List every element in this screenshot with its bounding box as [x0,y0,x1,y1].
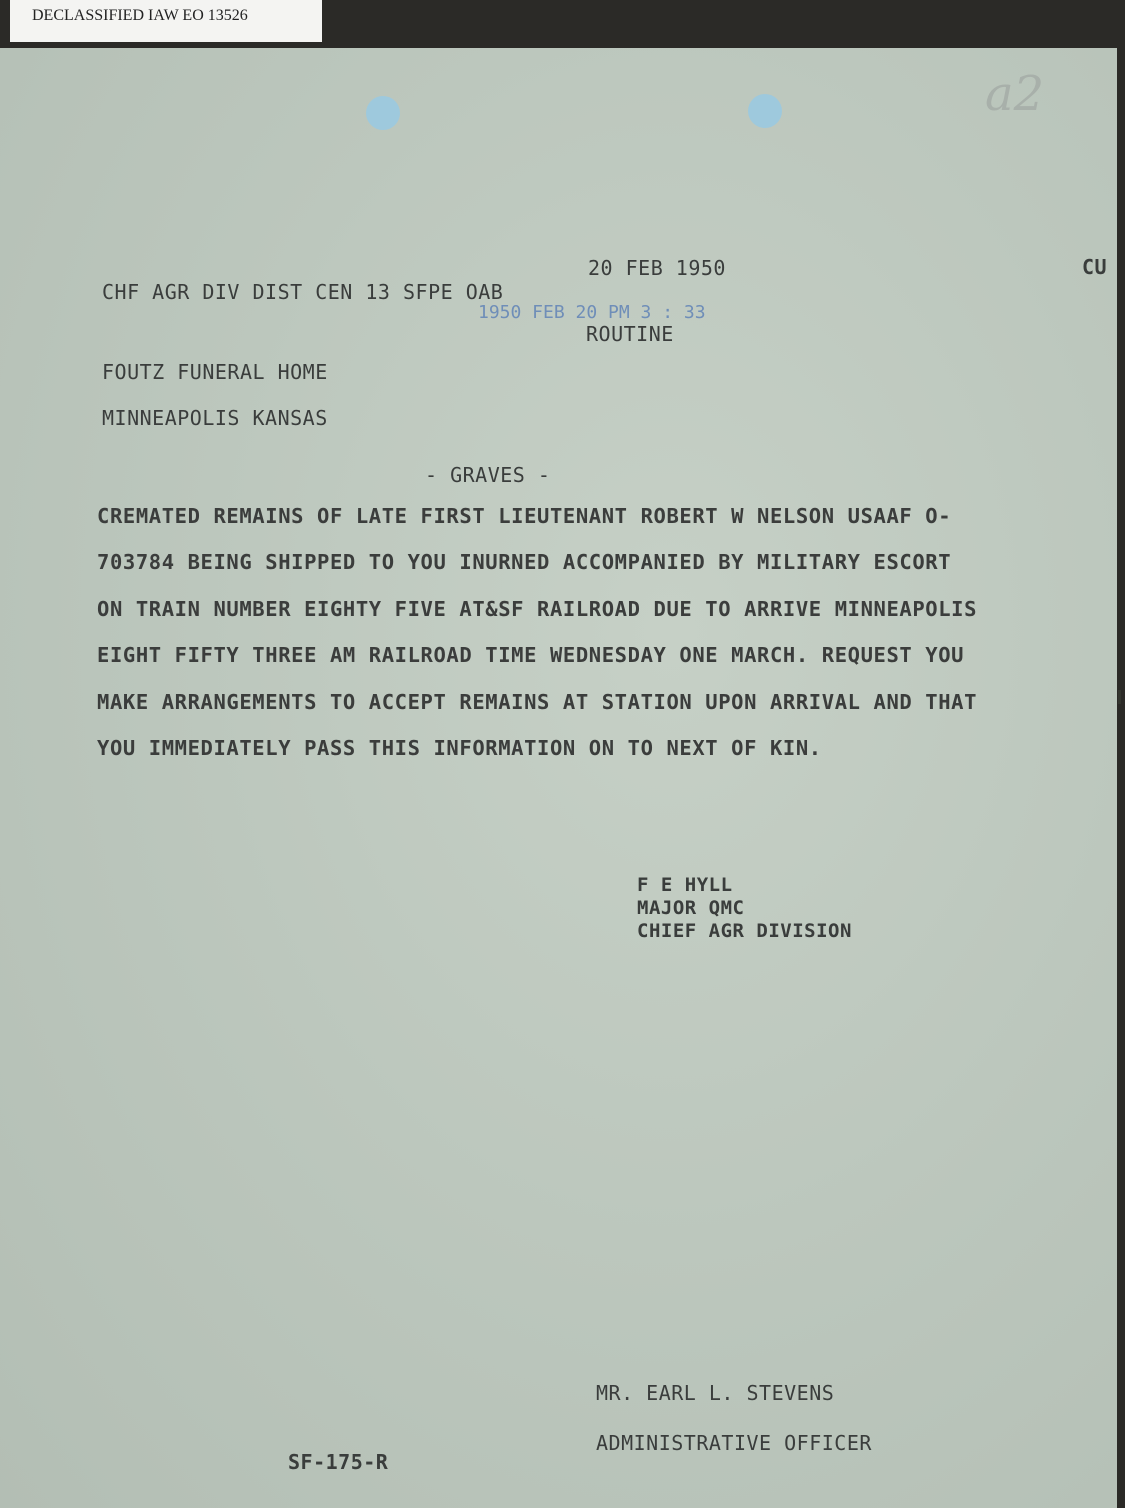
signature-title: CHIEF AGR DIVISION [637,920,852,942]
message-body-line: EIGHT FIFTY THREE AM RAILROAD TIME WEDNESDAY ONE MARCH. REQUEST YOU [97,643,965,667]
paper-edge-mark [1118,690,1121,704]
message-body-line: 703784 BEING SHIPPED TO YOU INURNED ACCOMPANIED BY MILITARY ESCORT [97,550,952,574]
punch-hole-right [748,94,782,128]
contact-title: ADMINISTRATIVE OFFICER [596,1431,872,1455]
corner-code: CU [1082,255,1108,279]
contact-name: MR. EARL L. STEVENS [596,1381,835,1405]
message-body-line: ON TRAIN NUMBER EIGHTY FIVE AT&SF RAILROAD DUE TO ARRIVE MINNEAPOLIS [97,597,978,621]
handwritten-mark: a2 [985,66,1045,122]
precedence: ROUTINE [586,322,674,346]
message-body-line: YOU IMMEDIATELY PASS THIS INFORMATION ON TO NEXT OF KIN. [97,736,822,760]
punch-hole-left [366,96,400,130]
signature-name: F E HYLL [637,874,733,896]
received-time-stamp: 1950 FEB 20 PM 3 : 33 [478,302,706,323]
signature-rank: MAJOR QMC [637,897,745,919]
telegram-page [0,48,1117,1508]
message-date: 20 FEB 1950 [588,256,726,280]
addressee-location: MINNEAPOLIS KANSAS [102,406,328,430]
message-body-line: CREMATED REMAINS OF LATE FIRST LIEUTENANT ROBERT W NELSON USAAF O- [97,504,952,528]
form-number: SF-175-R [288,1450,389,1474]
message-body-line: MAKE ARRANGEMENTS TO ACCEPT REMAINS AT STATION UPON ARRIVAL AND THAT [97,690,978,714]
subject-line: - GRAVES - [425,463,551,487]
from-line: CHF AGR DIV DIST CEN 13 SFPE OAB [102,280,504,304]
addressee-name: FOUTZ FUNERAL HOME [102,360,328,384]
declassified-label: DECLASSIFIED IAW EO 13526 [10,0,322,42]
